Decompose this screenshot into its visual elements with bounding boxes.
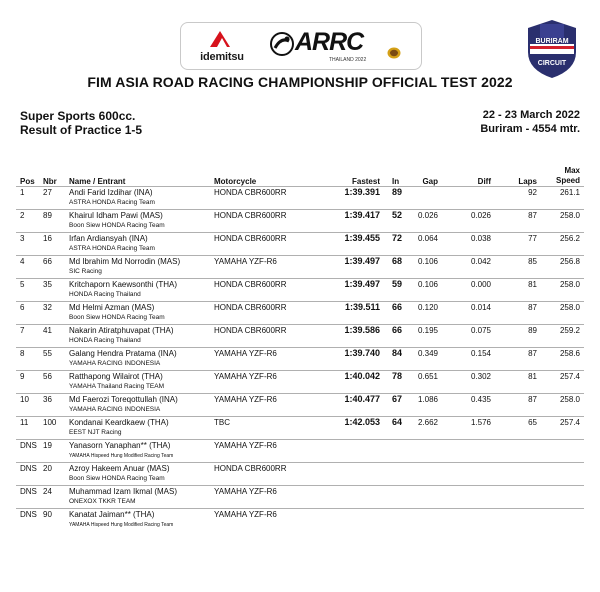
row-max-speed: 257.4 bbox=[559, 418, 580, 427]
row-diff: 0.302 bbox=[470, 372, 491, 381]
table-row bbox=[0, 187, 600, 210]
row-team: EEST NJT Racing bbox=[69, 429, 122, 436]
row-team: ASTRA HONDA Racing Team bbox=[69, 245, 155, 252]
row-in: 84 bbox=[392, 348, 403, 358]
row-in: 66 bbox=[392, 302, 403, 312]
row-pos: 6 bbox=[20, 303, 25, 312]
row-motorcycle: YAMAHA YZF-R6 bbox=[214, 257, 277, 266]
row-name: Kritchaporn Kaewsonthi (THA) bbox=[69, 280, 178, 289]
circuit-shield-icon bbox=[520, 16, 584, 80]
table-row bbox=[0, 279, 600, 302]
row-nbr: 16 bbox=[43, 234, 52, 243]
col-in: In bbox=[392, 177, 400, 186]
row-laps: 87 bbox=[528, 303, 537, 312]
row-in: 68 bbox=[392, 256, 403, 266]
event-date: 22 - 23 March 2022 bbox=[482, 109, 580, 121]
row-fastest: 1:39.417 bbox=[344, 210, 380, 220]
row-gap: 0.106 bbox=[417, 257, 438, 266]
row-laps: 77 bbox=[528, 234, 537, 243]
row-team: SIC Racing bbox=[69, 268, 102, 275]
row-diff: 0.000 bbox=[470, 280, 491, 289]
row-nbr: 66 bbox=[43, 257, 52, 266]
row-nbr: 55 bbox=[43, 349, 52, 358]
row-nbr: 100 bbox=[43, 418, 57, 427]
row-motorcycle: HONDA CBR600RR bbox=[214, 326, 287, 335]
event-venue: Buriram - 4554 mtr. bbox=[480, 123, 580, 135]
col-max-line2: Speed bbox=[555, 176, 580, 185]
table-row bbox=[0, 509, 600, 532]
row-laps: 87 bbox=[528, 211, 537, 220]
row-motorcycle: YAMAHA YZF-R6 bbox=[214, 510, 277, 519]
row-diff: 0.075 bbox=[470, 326, 491, 335]
idemitsu-logo bbox=[187, 27, 257, 65]
row-max-speed: 261.1 bbox=[559, 188, 580, 197]
row-name: Kondanai Keardkaew (THA) bbox=[69, 418, 169, 427]
row-name: Galang Hendra Pratama (INA) bbox=[69, 349, 177, 358]
row-pos: 10 bbox=[20, 395, 29, 404]
row-diff: 0.154 bbox=[470, 349, 491, 358]
row-nbr: 35 bbox=[43, 280, 52, 289]
row-diff: 1.576 bbox=[470, 418, 491, 427]
row-name: Nakarin Atiratphuvapat (THA) bbox=[69, 326, 174, 335]
row-nbr: 19 bbox=[43, 441, 52, 450]
idemitsu-mark-icon bbox=[207, 29, 233, 49]
row-max-speed: 259.2 bbox=[559, 326, 580, 335]
thailand-emblem-icon bbox=[387, 47, 401, 59]
row-pos: DNS bbox=[20, 464, 37, 473]
row-laps: 87 bbox=[528, 349, 537, 358]
row-gap: 2.662 bbox=[417, 418, 438, 427]
row-team: ASTRA HONDA Racing Team bbox=[69, 199, 155, 206]
row-pos: 2 bbox=[20, 211, 25, 220]
table-row bbox=[0, 417, 600, 440]
row-max-speed: 258.0 bbox=[559, 280, 580, 289]
row-max-speed: 256.8 bbox=[559, 257, 580, 266]
row-laps: 81 bbox=[528, 372, 537, 381]
row-nbr: 90 bbox=[43, 510, 52, 519]
col-gap: Gap bbox=[422, 177, 438, 186]
row-name: Yanasorn Yanaphan** (THA) bbox=[69, 441, 171, 450]
page-title: FIM ASIA ROAD RACING CHAMPIONSHIP OFFICIAL TEST 2022 bbox=[87, 74, 513, 90]
row-name: Azroy Hakeem Anuar (MAS) bbox=[69, 464, 170, 473]
row-nbr: 89 bbox=[43, 211, 52, 220]
row-nbr: 27 bbox=[43, 188, 52, 197]
row-in: 67 bbox=[392, 394, 403, 404]
row-in: 66 bbox=[392, 325, 403, 335]
row-nbr: 20 bbox=[43, 464, 52, 473]
row-laps: 81 bbox=[528, 280, 537, 289]
row-in: 52 bbox=[392, 210, 403, 220]
table-row bbox=[0, 486, 600, 509]
arrc-subtitle: THAILAND 2022 bbox=[329, 57, 367, 63]
table-row bbox=[0, 463, 600, 486]
col-pos: Pos bbox=[20, 177, 35, 186]
table-row bbox=[0, 210, 600, 233]
row-fastest: 1:39.586 bbox=[344, 325, 380, 335]
row-diff: 0.014 bbox=[470, 303, 491, 312]
row-team: YAMAHA RACING INDONESIA bbox=[69, 406, 161, 413]
row-name: Irfan Ardiansyah (INA) bbox=[69, 234, 148, 243]
row-max-speed: 258.6 bbox=[559, 349, 580, 358]
row-pos: 5 bbox=[20, 280, 25, 289]
row-motorcycle: YAMAHA YZF-R6 bbox=[214, 372, 277, 381]
row-nbr: 41 bbox=[43, 326, 52, 335]
row-pos: 1 bbox=[20, 188, 25, 197]
table-row bbox=[0, 233, 600, 256]
row-team: ONEXOX TKKR TEAM bbox=[69, 498, 136, 505]
row-laps: 89 bbox=[528, 326, 537, 335]
row-in: 78 bbox=[392, 371, 403, 381]
row-team: Boon Siew HONDA Racing Team bbox=[69, 475, 165, 482]
row-fastest: 1:40.477 bbox=[344, 394, 380, 404]
col-fastest: Fastest bbox=[351, 177, 380, 186]
row-max-speed: 258.0 bbox=[559, 211, 580, 220]
row-nbr: 24 bbox=[43, 487, 52, 496]
row-fastest: 1:42.053 bbox=[344, 417, 380, 427]
arrc-wordmark: ARRC bbox=[295, 28, 364, 56]
table-row bbox=[0, 348, 600, 371]
session-title: Result of Practice 1-5 bbox=[20, 123, 143, 137]
row-team: YAMAHA Hispeed Hung Modified Racing Team bbox=[69, 452, 174, 459]
row-fastest: 1:39.497 bbox=[344, 279, 380, 289]
row-motorcycle: HONDA CBR600RR bbox=[214, 211, 287, 220]
circuit-top-text: BURIRAM bbox=[535, 38, 569, 45]
row-diff: 0.026 bbox=[470, 211, 491, 220]
circuit-bottom-text: CIRCUIT bbox=[537, 60, 567, 67]
row-diff: 0.435 bbox=[470, 395, 491, 404]
row-laps: 65 bbox=[528, 418, 537, 427]
row-pos: 7 bbox=[20, 326, 25, 335]
row-motorcycle: HONDA CBR600RR bbox=[214, 280, 287, 289]
col-diff: Diff bbox=[477, 177, 491, 186]
col-laps: Laps bbox=[518, 177, 537, 186]
class-name: Super Sports 600cc. bbox=[20, 109, 136, 123]
row-gap: 0.195 bbox=[417, 326, 438, 335]
row-laps: 85 bbox=[528, 257, 537, 266]
row-nbr: 36 bbox=[43, 395, 52, 404]
row-max-speed: 258.0 bbox=[559, 303, 580, 312]
col-name: Name / Entrant bbox=[69, 177, 126, 186]
row-name: Andi Farid Izdihar (INA) bbox=[69, 188, 153, 197]
row-team: YAMAHA Hispeed Hung Modified Racing Team bbox=[69, 521, 174, 528]
row-motorcycle: YAMAHA YZF-R6 bbox=[214, 487, 277, 496]
row-in: 89 bbox=[392, 187, 403, 197]
row-gap: 0.106 bbox=[417, 280, 438, 289]
table-row bbox=[0, 440, 600, 463]
row-motorcycle: HONDA CBR600RR bbox=[214, 464, 287, 473]
row-gap: 0.064 bbox=[417, 234, 438, 243]
row-fastest: 1:39.511 bbox=[344, 302, 380, 312]
row-team: Boon Siew HONDA Racing Team bbox=[69, 314, 165, 321]
row-name: Muhammad Izam Ikmal (MAS) bbox=[69, 487, 178, 496]
row-motorcycle: YAMAHA YZF-R6 bbox=[214, 349, 277, 358]
row-name: Md Ibrahim Md Norrodin (MAS) bbox=[69, 257, 181, 266]
row-motorcycle: HONDA CBR600RR bbox=[214, 303, 287, 312]
row-laps: 92 bbox=[528, 188, 537, 197]
row-gap: 0.349 bbox=[417, 349, 438, 358]
table-row bbox=[0, 325, 600, 348]
row-pos: 8 bbox=[20, 349, 25, 358]
row-gap: 0.651 bbox=[417, 372, 438, 381]
row-pos: 9 bbox=[20, 372, 25, 381]
row-motorcycle: HONDA CBR600RR bbox=[214, 188, 287, 197]
col-max-line1: Max bbox=[564, 166, 580, 175]
row-laps: 87 bbox=[528, 395, 537, 404]
row-diff: 0.042 bbox=[470, 257, 491, 266]
row-max-speed: 256.2 bbox=[559, 234, 580, 243]
buriram-circuit-logo bbox=[520, 16, 584, 80]
row-team: Boon Siew HONDA Racing Team bbox=[69, 222, 165, 229]
rider-icon bbox=[269, 31, 295, 57]
row-motorcycle: YAMAHA YZF-R6 bbox=[214, 395, 277, 404]
row-team: YAMAHA RACING INDONESIA bbox=[69, 360, 161, 367]
row-fastest: 1:39.740 bbox=[344, 348, 380, 358]
row-nbr: 56 bbox=[43, 372, 52, 381]
row-name: Khairul Idham Pawi (MAS) bbox=[69, 211, 163, 220]
row-pos: 11 bbox=[20, 418, 29, 427]
row-name: Kanatat Jaiman** (THA) bbox=[69, 510, 155, 519]
table-row bbox=[0, 371, 600, 394]
row-pos: 4 bbox=[20, 257, 25, 266]
row-fastest: 1:40.042 bbox=[344, 371, 380, 381]
row-pos: DNS bbox=[20, 441, 37, 450]
row-gap: 1.086 bbox=[417, 395, 438, 404]
row-nbr: 32 bbox=[43, 303, 52, 312]
row-motorcycle: HONDA CBR600RR bbox=[214, 234, 287, 243]
row-pos: DNS bbox=[20, 487, 37, 496]
arrc-logo bbox=[267, 27, 417, 65]
row-motorcycle: YAMAHA YZF-R6 bbox=[214, 441, 277, 450]
row-name: Md Helmi Azman (MAS) bbox=[69, 303, 155, 312]
table-row bbox=[0, 302, 600, 325]
sponsor-logo-box bbox=[180, 22, 422, 70]
row-gap: 0.120 bbox=[417, 303, 438, 312]
row-max-speed: 258.0 bbox=[559, 395, 580, 404]
col-max-speed bbox=[556, 166, 580, 186]
table-row bbox=[0, 256, 600, 279]
col-motorcycle: Motorcycle bbox=[214, 177, 257, 186]
row-in: 72 bbox=[392, 233, 403, 243]
row-in: 59 bbox=[392, 279, 403, 289]
row-team: HONDA Racing Thailand bbox=[69, 291, 141, 298]
row-fastest: 1:39.497 bbox=[344, 256, 380, 266]
row-name: Ratthapong Wilairot (THA) bbox=[69, 372, 163, 381]
table-header bbox=[0, 164, 600, 186]
row-diff: 0.038 bbox=[470, 234, 491, 243]
table-row bbox=[0, 394, 600, 417]
row-name: Md Faerozi Toreqottullah (INA) bbox=[69, 395, 178, 404]
row-in: 64 bbox=[392, 417, 403, 427]
row-gap: 0.026 bbox=[417, 211, 438, 220]
col-nbr: Nbr bbox=[43, 177, 57, 186]
row-motorcycle: TBC bbox=[214, 418, 230, 427]
row-fastest: 1:39.391 bbox=[344, 187, 380, 197]
row-max-speed: 257.4 bbox=[559, 372, 580, 381]
row-fastest: 1:39.455 bbox=[344, 233, 380, 243]
row-pos: DNS bbox=[20, 510, 37, 519]
row-team: HONDA Racing Thailand bbox=[69, 337, 141, 344]
idemitsu-text: idemitsu bbox=[200, 51, 244, 63]
row-pos: 3 bbox=[20, 234, 25, 243]
row-team: YAMAHA Thailand Racing TEAM bbox=[69, 383, 165, 390]
